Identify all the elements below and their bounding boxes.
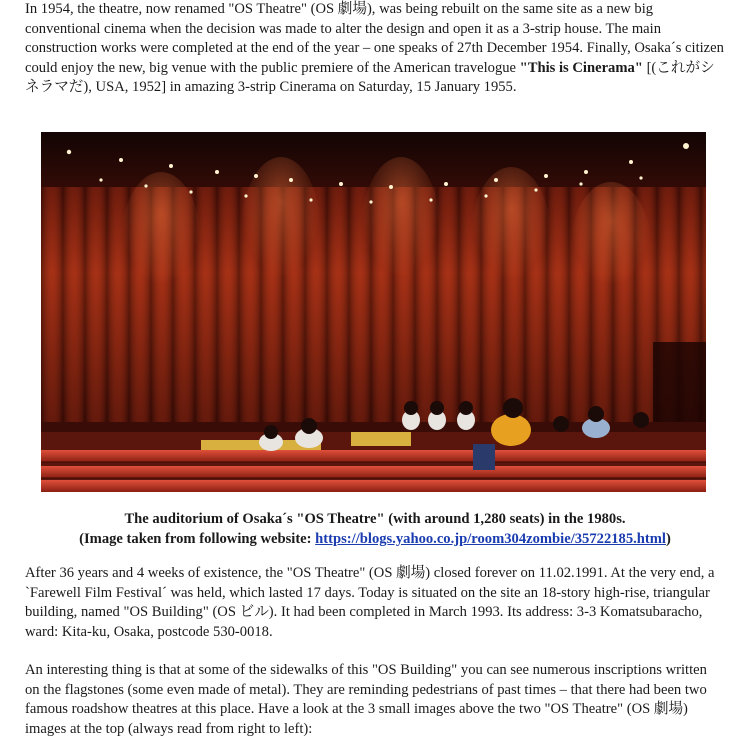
closure-paragraph: After 36 years and 4 weeks of existence, the "OS Theatre" (OS 劇場) closed forever on 11.02.1991. At the very end, a `Farewell Film Festival´ was held, which lasted 17 days. Today is situated on the site an 18-story high-rise, triangular building, named "OS Building" (OS ビル). It had been completed in March 1993. Its address: 3-3 Komatsubaracho, ward: Kita-ku, Osaka, postcode 530-0018. bbox=[25, 565, 715, 640]
source-link[interactable]: https://blogs.yahoo.co.jp/room304zombie/35722185.html bbox=[315, 531, 666, 547]
paragraph-text-start: In 1954, the theatre, now renamed "OS Theatre" (OS 劇場), was being rebuilt on the same site as a new big conventional cinema when the decision was made to alter the design and open it as a 3-strip house. The main construction works were completed at the end of the year – one speaks of 27th December 1954. Finally, Osaka´s citizen could enjoy the new, big venue with the public premiere of the American travelogue bbox=[25, 1, 724, 76]
paragraph-text-end: [(これがシネラマだ), USA, 1952] in amazing 3-strip Cinerama on Saturday, 15 January 1955. bbox=[25, 59, 715, 96]
caption-source-suffix: ) bbox=[665, 531, 671, 547]
inscriptions-paragraph: An interesting thing is that at some of the sidewalks of this "OS Building" you can see numerous inscriptions written on the flagstones (some even made of metal). They are reminding pedestrians of past times – that there had been two famous roadshow theatres at this place. Have a look at the 3 small images above the two "OS Theatre" (OS 劇場) images at the top (always read from right to left): bbox=[25, 662, 707, 737]
film-title-bold: "This is Cinerama" bbox=[519, 59, 643, 76]
auditorium-photo bbox=[41, 132, 706, 492]
image-caption bbox=[25, 509, 725, 549]
caption-title: The auditorium of Osaka´s "OS Theatre" (with around 1,280 seats) in the 1980s. bbox=[124, 511, 626, 527]
history-paragraph bbox=[25, 0, 725, 98]
caption-source bbox=[25, 529, 725, 549]
caption-source-prefix: (Image taken from following website: bbox=[79, 531, 316, 547]
